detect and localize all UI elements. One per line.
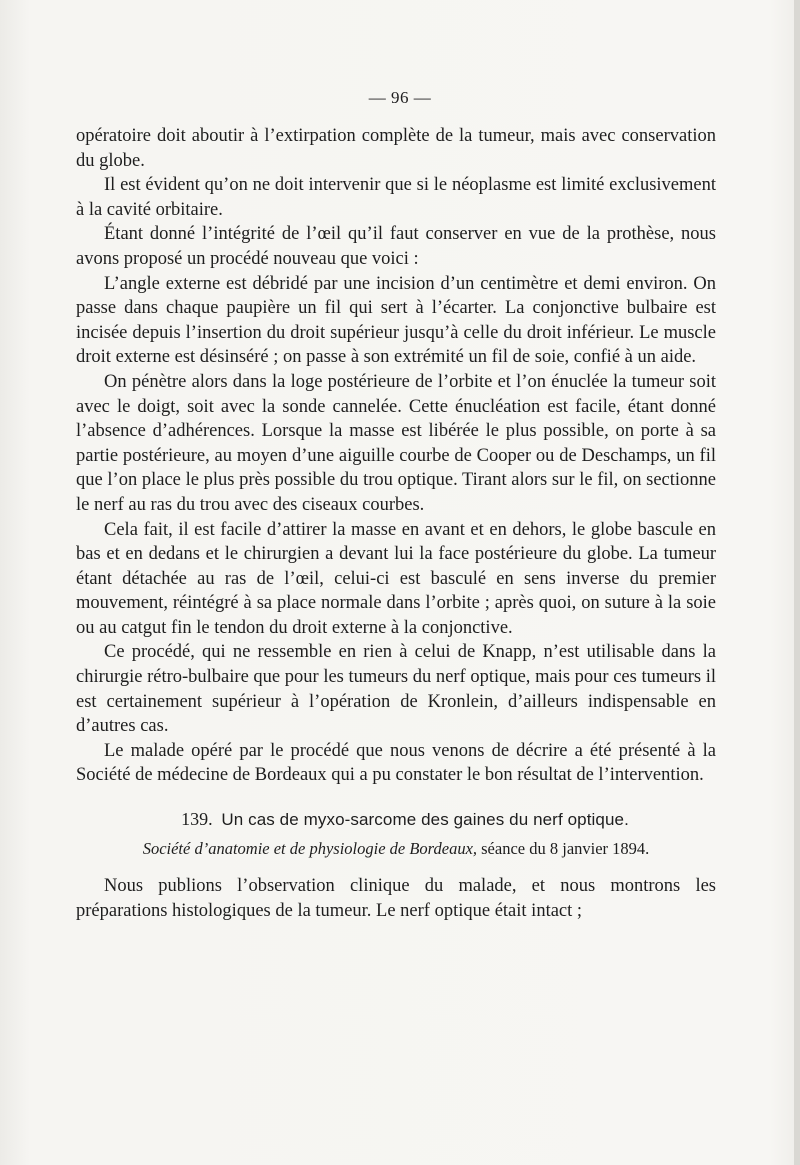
- closing-paragraph: Nous publions l’observation clinique du malade, et nous montrons les préparations histologiques de la tumeur. Le nerf optique était intact ;: [76, 876, 716, 921]
- section-title: Un cas de myxo-sarcome des gaines du nerf optique.: [221, 810, 629, 830]
- page-number: — 96 —: [368, 88, 432, 107]
- page-edge: [794, 0, 800, 1165]
- paragraph-1: opératoire doit aboutir à l’extirpation complète de la tumeur, mais avec conservation du globe.: [76, 126, 716, 171]
- paragraph-5: On pénètre alors dans la loge postérieure de l’orbite et l’on énuclée la tumeur soit avec le doigt, soit avec la sonde cannelée. Cette énucléation est facile, étant donné l’absence d’adhérences. Lorsque la masse est libérée le plus possible, on porte à sa partie postérieure, au moyen d’une aiguille courbe de Cooper ou de Deschamps, un fil que l’on place le plus près possible du trou optique. Tirant alors sur le fil, on sectionne le nerf au ras du trou avec des ciseaux courbes.: [76, 371, 716, 515]
- paragraph-7: Ce procédé, qui ne ressemble en rien à celui de Knapp, n’est utilisable dans la chirurgie rétro-bulbaire que pour les tumeurs du nerf optique, mais pour ces tumeurs il est certainement supérieur à l’opération de Kronlein, d’ailleurs indispensable en d’autres cas.: [76, 642, 716, 737]
- section-heading: [76, 807, 716, 832]
- paragraph-8: Le malade opéré par le procédé que nous venons de décrire a été présenté à la Société de médecine de Bordeaux qui a pu constater le bon résultat de l’intervention.: [76, 740, 716, 786]
- citation-date: séance du 8 janvier 1894.: [481, 839, 650, 859]
- paragraph-2: Il est évident qu’on ne doit intervenir que si le néoplasme est limité exclusivement à la cavité orbitaire.: [76, 175, 716, 220]
- paragraph-3: Étant donné l’intégrité de l’œil qu’il faut conserver en vue de la prothèse, nous avons proposé un procédé nouveau que voici :: [76, 224, 716, 269]
- citation-source: Société d’anatomie et de physiologie de Bordeaux,: [142, 839, 478, 859]
- section-number: 139.: [181, 809, 213, 830]
- section-citation: [76, 838, 716, 860]
- paragraph-4: L’angle externe est débridé par une incision d’un centimètre et demi environ. On passe dans chaque paupière un fil qui sert à l’écarter. La conjonctive bulbaire est incisée depuis l’insertion du droit supérieur jusqu’à celle du droit inférieur. Le muscle droit externe est désinséré ; on passe à son extrémité un fil de soie, confié à un aide.: [76, 273, 716, 368]
- paragraph-6: Cela fait, il est facile d’attirer la masse en avant et en dehors, le globe bascule en bas et en dedans et le chirurgien a devant lui la face postérieure du globe. La tumeur étant détachée au ras de l’œil, celui-ci est basculé en sens inverse du premier mouvement, réintégré à sa place normale dans l’orbite ; après quoi, on suture à la soie ou au catgut fin le tendon du droit externe à la conjonctive.: [76, 519, 716, 638]
- body-text: [76, 124, 716, 923]
